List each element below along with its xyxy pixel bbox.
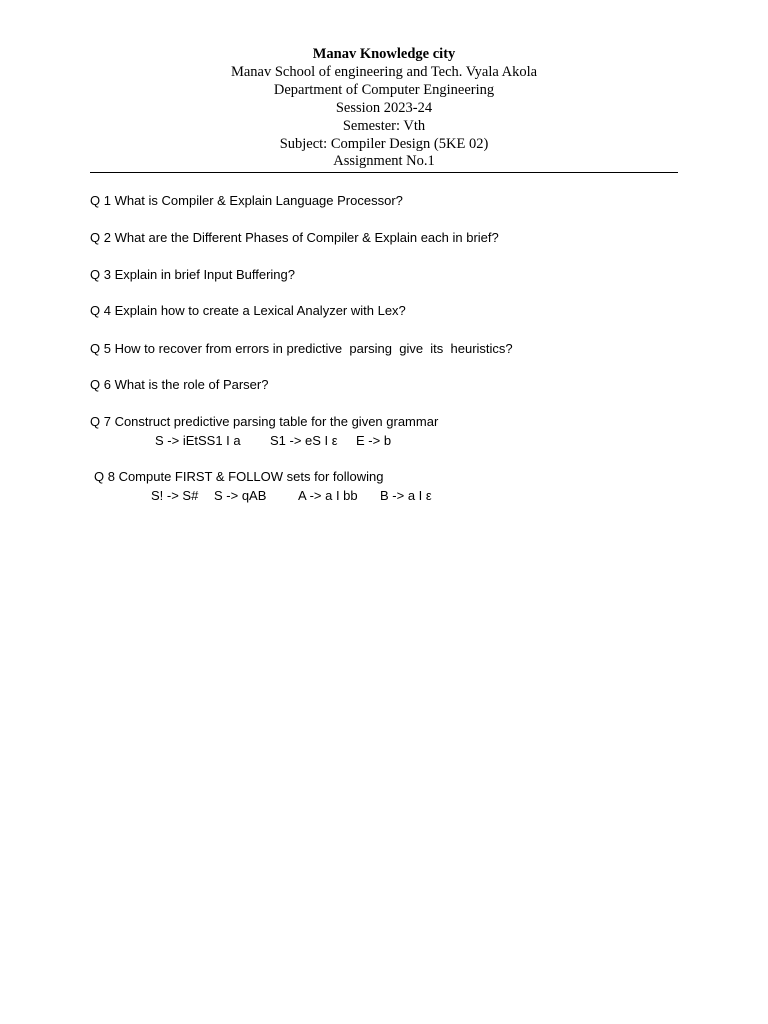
grammar-rule: S -> qAB <box>214 488 267 503</box>
document-header <box>0 46 768 171</box>
header-divider <box>90 172 678 173</box>
grammar-rule: E -> b <box>356 433 392 448</box>
session-label: Session 2023-24 <box>335 99 433 116</box>
question-7: Q 7 Construct predictive parsing table for the given grammar <box>90 414 439 429</box>
question-6: Q 6 What is the role of Parser? <box>90 377 269 392</box>
question-8: Q 8 Compute FIRST & FOLLOW sets for following <box>94 469 384 484</box>
grammar-rule: B -> a I ε <box>380 488 432 503</box>
grammar-rule: S -> iEtSS1 I a <box>155 433 241 448</box>
assignment-title: Assignment No.1 <box>333 153 435 170</box>
grammar-rule: S1 -> eS I ε <box>270 433 338 448</box>
school-name: Manav School of engineering and Tech. Vyala Akola <box>230 63 538 80</box>
question-1: Q 1 What is Compiler & Explain Language Processor? <box>90 193 403 208</box>
question-2: Q 2 What are the Different Phases of Compiler & Explain each in brief? <box>90 230 499 245</box>
grammar-rule: S! -> S# <box>151 488 199 503</box>
institution-name: Manav Knowledge city <box>312 46 456 62</box>
question-3: Q 3 Explain in brief Input Buffering? <box>90 267 295 282</box>
question-5: Q 5 How to recover from errors in predictive parsing give its heuristics? <box>90 341 513 356</box>
question-4: Q 4 Explain how to create a Lexical Analyzer with Lex? <box>90 303 406 318</box>
department-name: Department of Computer Engineering <box>273 81 495 98</box>
subject-label: Subject: Compiler Design (5KE 02) <box>279 135 489 152</box>
semester-label: Semester: Vth <box>342 117 426 134</box>
grammar-rule: A -> a I bb <box>298 488 358 503</box>
